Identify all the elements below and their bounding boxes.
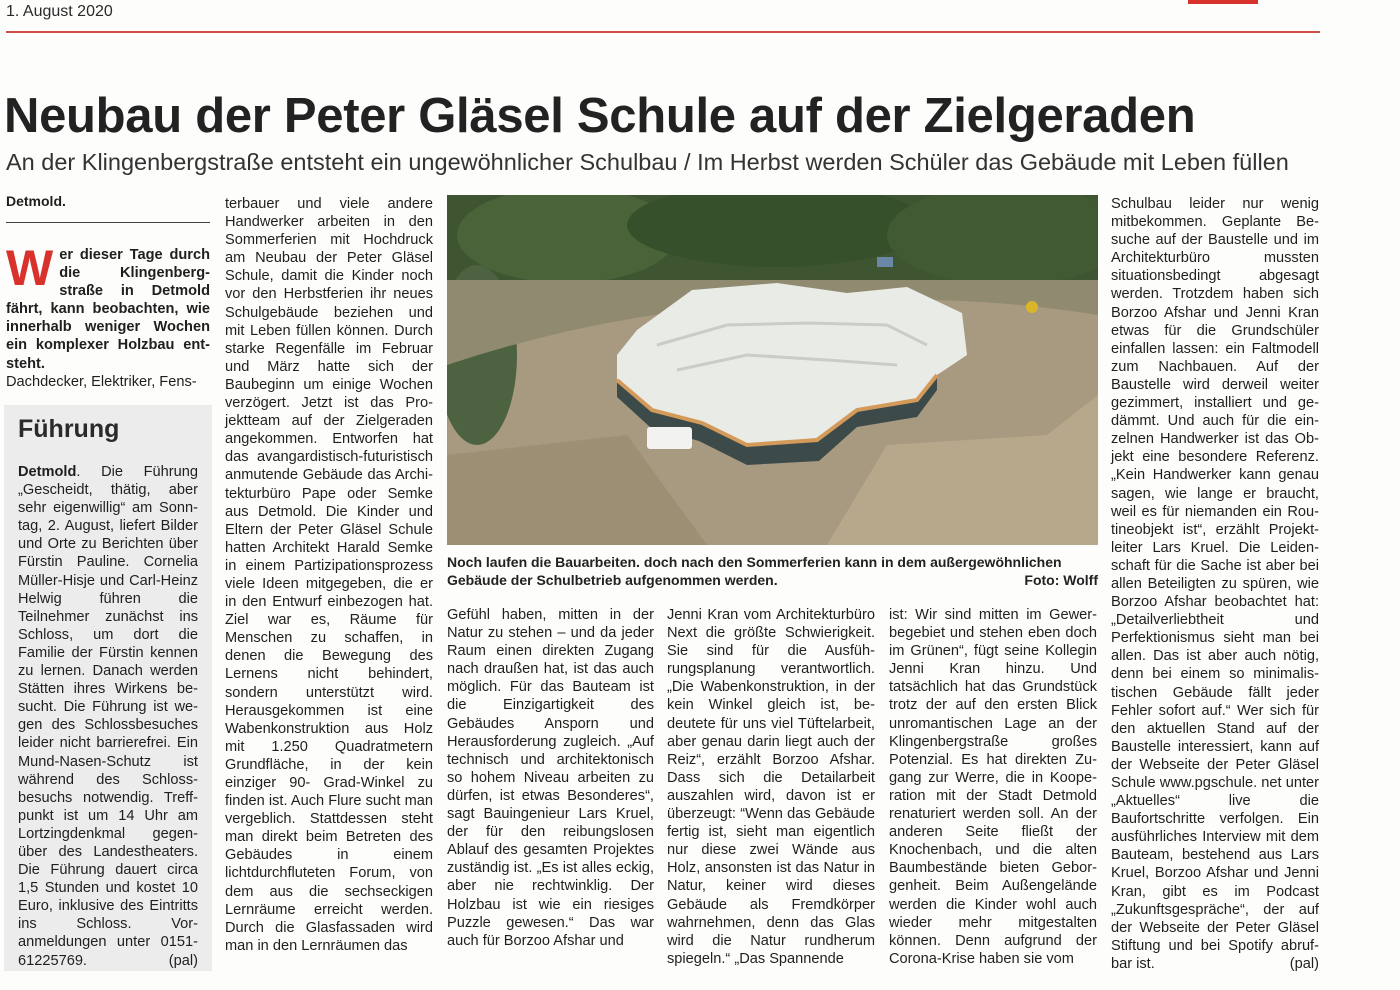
caption-text: Noch laufen die Bauarbeiten. doch nach den Sommerferien kann in dem außergewöhnlichen Gebäude der Schulbetrieb aufgenommen werden. bbox=[447, 554, 1062, 588]
sidebar-title: Führung bbox=[18, 415, 120, 443]
article-column-6 bbox=[1111, 195, 1319, 973]
article-column-4: Jenni Kran vom Architekturbüro Next die größte Schwierigkeit. Sie sind für die Ausführungsplanung verantwortlich. „Die Wabenkonstruktion, in der kein Winkel gleich ist, bedeutete für uns viel Tüftelarbeit, aber genau darin liegt auch der Reiz“, erzählt Borzoo Afshar. Dass sich die Detailarbeit auszahlen wird, davon ist er überzeugt: “Wenn das Gebäude fertig ist, sieht man eigentlich nur diese zwei Wände aus Holz, ansonsten ist das Natur in Natur, keiner wird dieses Gebäude als Fremdkörper wahrnehmen, denn das Glas wird die Natur rundherum spiegeln.“ „Das Spannende bbox=[667, 607, 875, 967]
aerial-photo-illustration bbox=[447, 195, 1098, 545]
column-1-tail: Dachdecker, Elektriker, Fens- bbox=[6, 373, 197, 390]
construction-site-photo bbox=[447, 195, 1098, 545]
article-column-3: Gefühl haben, mitten in der Natur zu stehen – und da jeder Raum einen direkten Zugang nach draußen hat, ist das auch möglich. Für das Bauteam ist die Einzigartigkeit des Gebäudes Ansporn und Herausforderung zugleich. „Auf technisch und architektonisch so hohem Niveau arbeiten zu dürfen, ist etwas Besonderes“, sagt Bauingenieur Lars Kruel, der für den reibungslosen Ablauf des gesamten Projektes zuständig ist. „Es ist alles eckig, aber nie rechtwinklig. Der Holzbau ist wie ein riesiges Puzzle gewesen.“ Das war auch für Borzoo Afshar und bbox=[447, 607, 654, 949]
article-headline: Neubau der Peter Gläsel Schule auf der Zielgeraden bbox=[4, 89, 1196, 143]
article-column-5: ist: Wir sind mitten im Gewerbegebiet und stehen eben doch im Grünen“, fügt seine Kollegin Jenni Kran hinzu. Und tatsächlich hat das Grundstück trotz der auf den ersten Blick unromantischen Lage an der Klingenbergstraße großes Potenzial. Es hat direkten Zugang zur Werre, die in Kooperation mit der Stadt Detmold renaturiert werden soll. An der anderen Seite fließt der Knochenbach, und die alten Baumbestände bieten Geborgenheit. Beim Außengelände werden die Kinder wohl auch wieder mehr mitgestalten können. Denn aufgrund der Corona-Krise haben sie vom bbox=[889, 607, 1097, 967]
lead-text: er dieser Tage durch die Klingenbergstraße in Detmold fährt, kann beobachten, wie innerhalb weniger Wochen ein komplexer Holzbau entsteht. bbox=[6, 247, 210, 372]
column-6-text: Schulbau leider nur wenig mitbekommen. Geplante Besuche auf der Baustelle und im Architekturbüro mussten situationsbedingt abgesagt werden. Trotzdem haben sich Borzoo Afshar und Jenni Kran etwas für die Grundschüler einfallen lassen: ein Faltmodell zum Nachbauen. Auf der Baustelle wird derweil weiter gezimmert, installiert und gedämmt. Und auch für die einzelnen Handwerker ist das Objekt eine besondere Referenz. „Kein Handwerker kann genau sagen, wie lange er braucht, weil es für niemanden ein Routineobjekt ist“, erzählt Projektleiter Lars Kruel. Die Leidenschaft für die Sache ist aber bei allen Beteiligten zu spüren, wie Borzoo Afshar beobachtet hat: „Detailverliebtheit und Perfektionismus sieht man bei allen. Das ist aber auch nötig, denn bei einem so minimalistischen Gebäude fällt jeder Fehler sofort auf.“ Wer sich für den aktuellen Stand auf der Baustelle interessiert, kann auf der Webseite der Peter Gläsel Schule www.pgschule. net unter „Aktuelles“ live die Baufortschritte verfolgen. Ein ausführliches Interview mit dem Bauteam, bestehend aus Lars Kruel, Borzoo Afshar und Jenni Kran, gibt es im Podcast „Zukunftsgespräche“, der auf der Webseite der Peter Gläsel Stiftung und bei Spotify abrufbar ist. bbox=[1111, 196, 1319, 972]
article-signature: (pal) bbox=[1289, 955, 1319, 972]
white-van bbox=[647, 427, 692, 449]
masthead-accent bbox=[1188, 0, 1258, 4]
sidebar-dateline: Detmold bbox=[18, 464, 77, 480]
sidebar-body: . Die Führung „Gescheidt, thätig, aber sehr eigenwillig“ am Sonntag, 2. August, liefert Bilder und Orte zu Berichten über Fürstin Pauline. Cornelia Müller-Hisje und Carl-Heinz Helwig führen die Teilnehmer zunächst ins Schloss, um dort die Familie der Fürstin kennen zu lernen. Danach werden Stätten ihres Wirkens besucht. Die Führung ist wegen des Schlossbesuches leider nicht barrierefrei. Ein Mund-Nasen-Schutz ist während des Schlossbesuchs notwendig. Treffpunkt ist um 14 Uhr am Lortzingdenkmal gegenüber des Landestheaters. Die Führung dauert circa 1,5 Stunden und kostet 10 Euro, inklusive des Eintritts ins Schloss. Voranmeldungen unter 0151-61225769. bbox=[18, 464, 198, 969]
issue-date: 1. August 2020 bbox=[6, 3, 113, 20]
drop-cap: W bbox=[6, 240, 54, 296]
article-column-2: terbauer und viele andere Handwerker arbeiten in den Sommerferien mit Hochdruck am Neubau der Peter Gläsel Schule, damit die Kinder noch vor den Herbstferien ihr neues Schulgebäude beziehen und mit Leben füllen können. Durch starke Regenfälle im Februar und März hatte sich der Baubeginn um einige Wochen verzögert. Jetzt ist das Projektteam auf der Zielgeraden angekommen. Entworfen hat das avangardistisch-futuristisch anmutende Gebäude das Architekturbüro Pape oder Semke aus Detmold. Die Kinder und Eltern der Peter Gläsel Schule hatten Architekt Harald Semke in einem Partizipationsprozess viele Ideen mitgegeben, die er in den Entwurf einbezogen hat. Ziel war es, Räume für Menschen zu schaffen, in denen die Bewegung des Lernens nicht behindert, sondern unterstützt wird. Herausgekommen ist eine Wabenkonstruktion aus Holz mit 1.250 Quadratmetern Grundfläche, in der kein einziger 90- Grad-Winkel zu finden ist. Auch Flure sucht man vergeblich. Stattdessen steht man direkt beim Betreten des Gebäudes in einem lichtdurchfluteten Forum, von dem aus die sechseckigen Lernräume erreicht werden. Durch die Glasfassaden wird man in den Lernräumen das bbox=[225, 196, 433, 954]
dateline-rule bbox=[6, 222, 210, 223]
photo-caption bbox=[447, 553, 1098, 589]
sidebar-signature: (pal) bbox=[168, 952, 198, 969]
photo-credit: Foto: Wolff bbox=[1024, 572, 1098, 588]
article-dateline: Detmold. bbox=[6, 193, 66, 209]
article-lead bbox=[6, 240, 210, 391]
article-subheadline: An der Klingenbergstraße entsteht ein ungewöhnlicher Schulbau / Im Herbst werden Schüler das Gebäude mit Leben füllen bbox=[6, 149, 1289, 175]
header-rule bbox=[6, 31, 1320, 33]
sidebar-text bbox=[18, 463, 198, 970]
